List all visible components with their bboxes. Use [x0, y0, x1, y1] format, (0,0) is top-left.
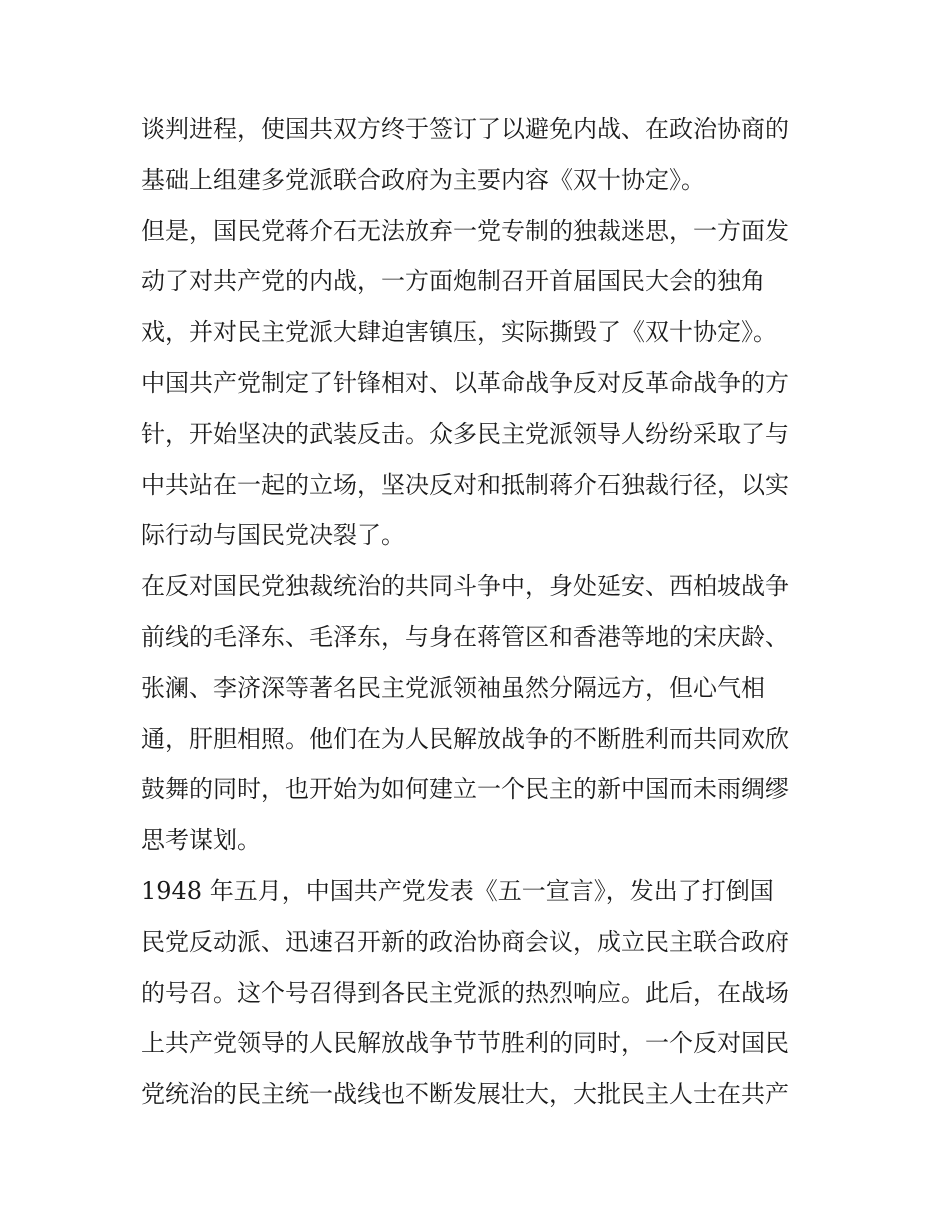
text-line: 动了对共产党的内战，一方面炮制召开首届国民大会的独角: [141, 267, 765, 296]
text-line: 前线的毛泽东、毛泽东，与身在蒋管区和香港等地的宋庆龄、: [141, 622, 789, 651]
text-line: 中共站在一起的立场，坚决反对和抵制蒋介石独裁行径，以实: [141, 470, 789, 499]
text-line: 针，开始坚决的武装反击。众多民主党派领导人纷纷采取了与: [141, 419, 789, 448]
text-line: 戏，并对民主党派大肆迫害镇压，实际撕毁了《双十协定》。: [141, 318, 777, 347]
text-line: 1948 年五月，中国共产党发表《五一宣言》，发出了打倒国: [141, 876, 774, 905]
text-line: 基础上组建多党派联合政府为主要内容《双十协定》。: [141, 165, 705, 194]
text-line: 在反对国民党独裁统治的共同斗争中，身处延安、西柏坡战争: [141, 572, 789, 601]
text-line: 通，肝胆相照。他们在为人民解放战争的不断胜利而共同欢欣: [141, 724, 789, 753]
text-line: 思考谋划。: [141, 826, 261, 855]
text-line: 党统治的民主统一战线也不断发展壮大，大批民主人士在共产: [141, 1080, 789, 1109]
text-line: 民党反动派、迅速召开新的政治协商会议，成立民主联合政府: [141, 927, 789, 956]
text-line: 但是，国民党蒋介石无法放弃一党专制的独裁迷思，一方面发: [141, 216, 789, 245]
text-line: 张澜、李济深等著名民主党派领袖虽然分隔远方，但心气相: [141, 673, 765, 702]
text-line: 上共产党领导的人民解放战争节节胜利的同时，一个反对国民: [141, 1029, 789, 1058]
text-line: 际行动与国民党决裂了。: [141, 521, 405, 550]
text-line: 鼓舞的同时，也开始为如何建立一个民主的新中国而未雨绸缪: [141, 775, 789, 804]
body-text: [141, 104, 821, 1120]
text-line: 谈判进程，使国共双方终于签订了以避免内战、在政治协商的: [141, 115, 789, 143]
text-line: 中国共产党制定了针锋相对、以革命战争反对反革命战争的方: [141, 368, 789, 397]
text-line: 的号召。这个号召得到各民主党派的热烈响应。此后，在战场: [141, 978, 789, 1007]
